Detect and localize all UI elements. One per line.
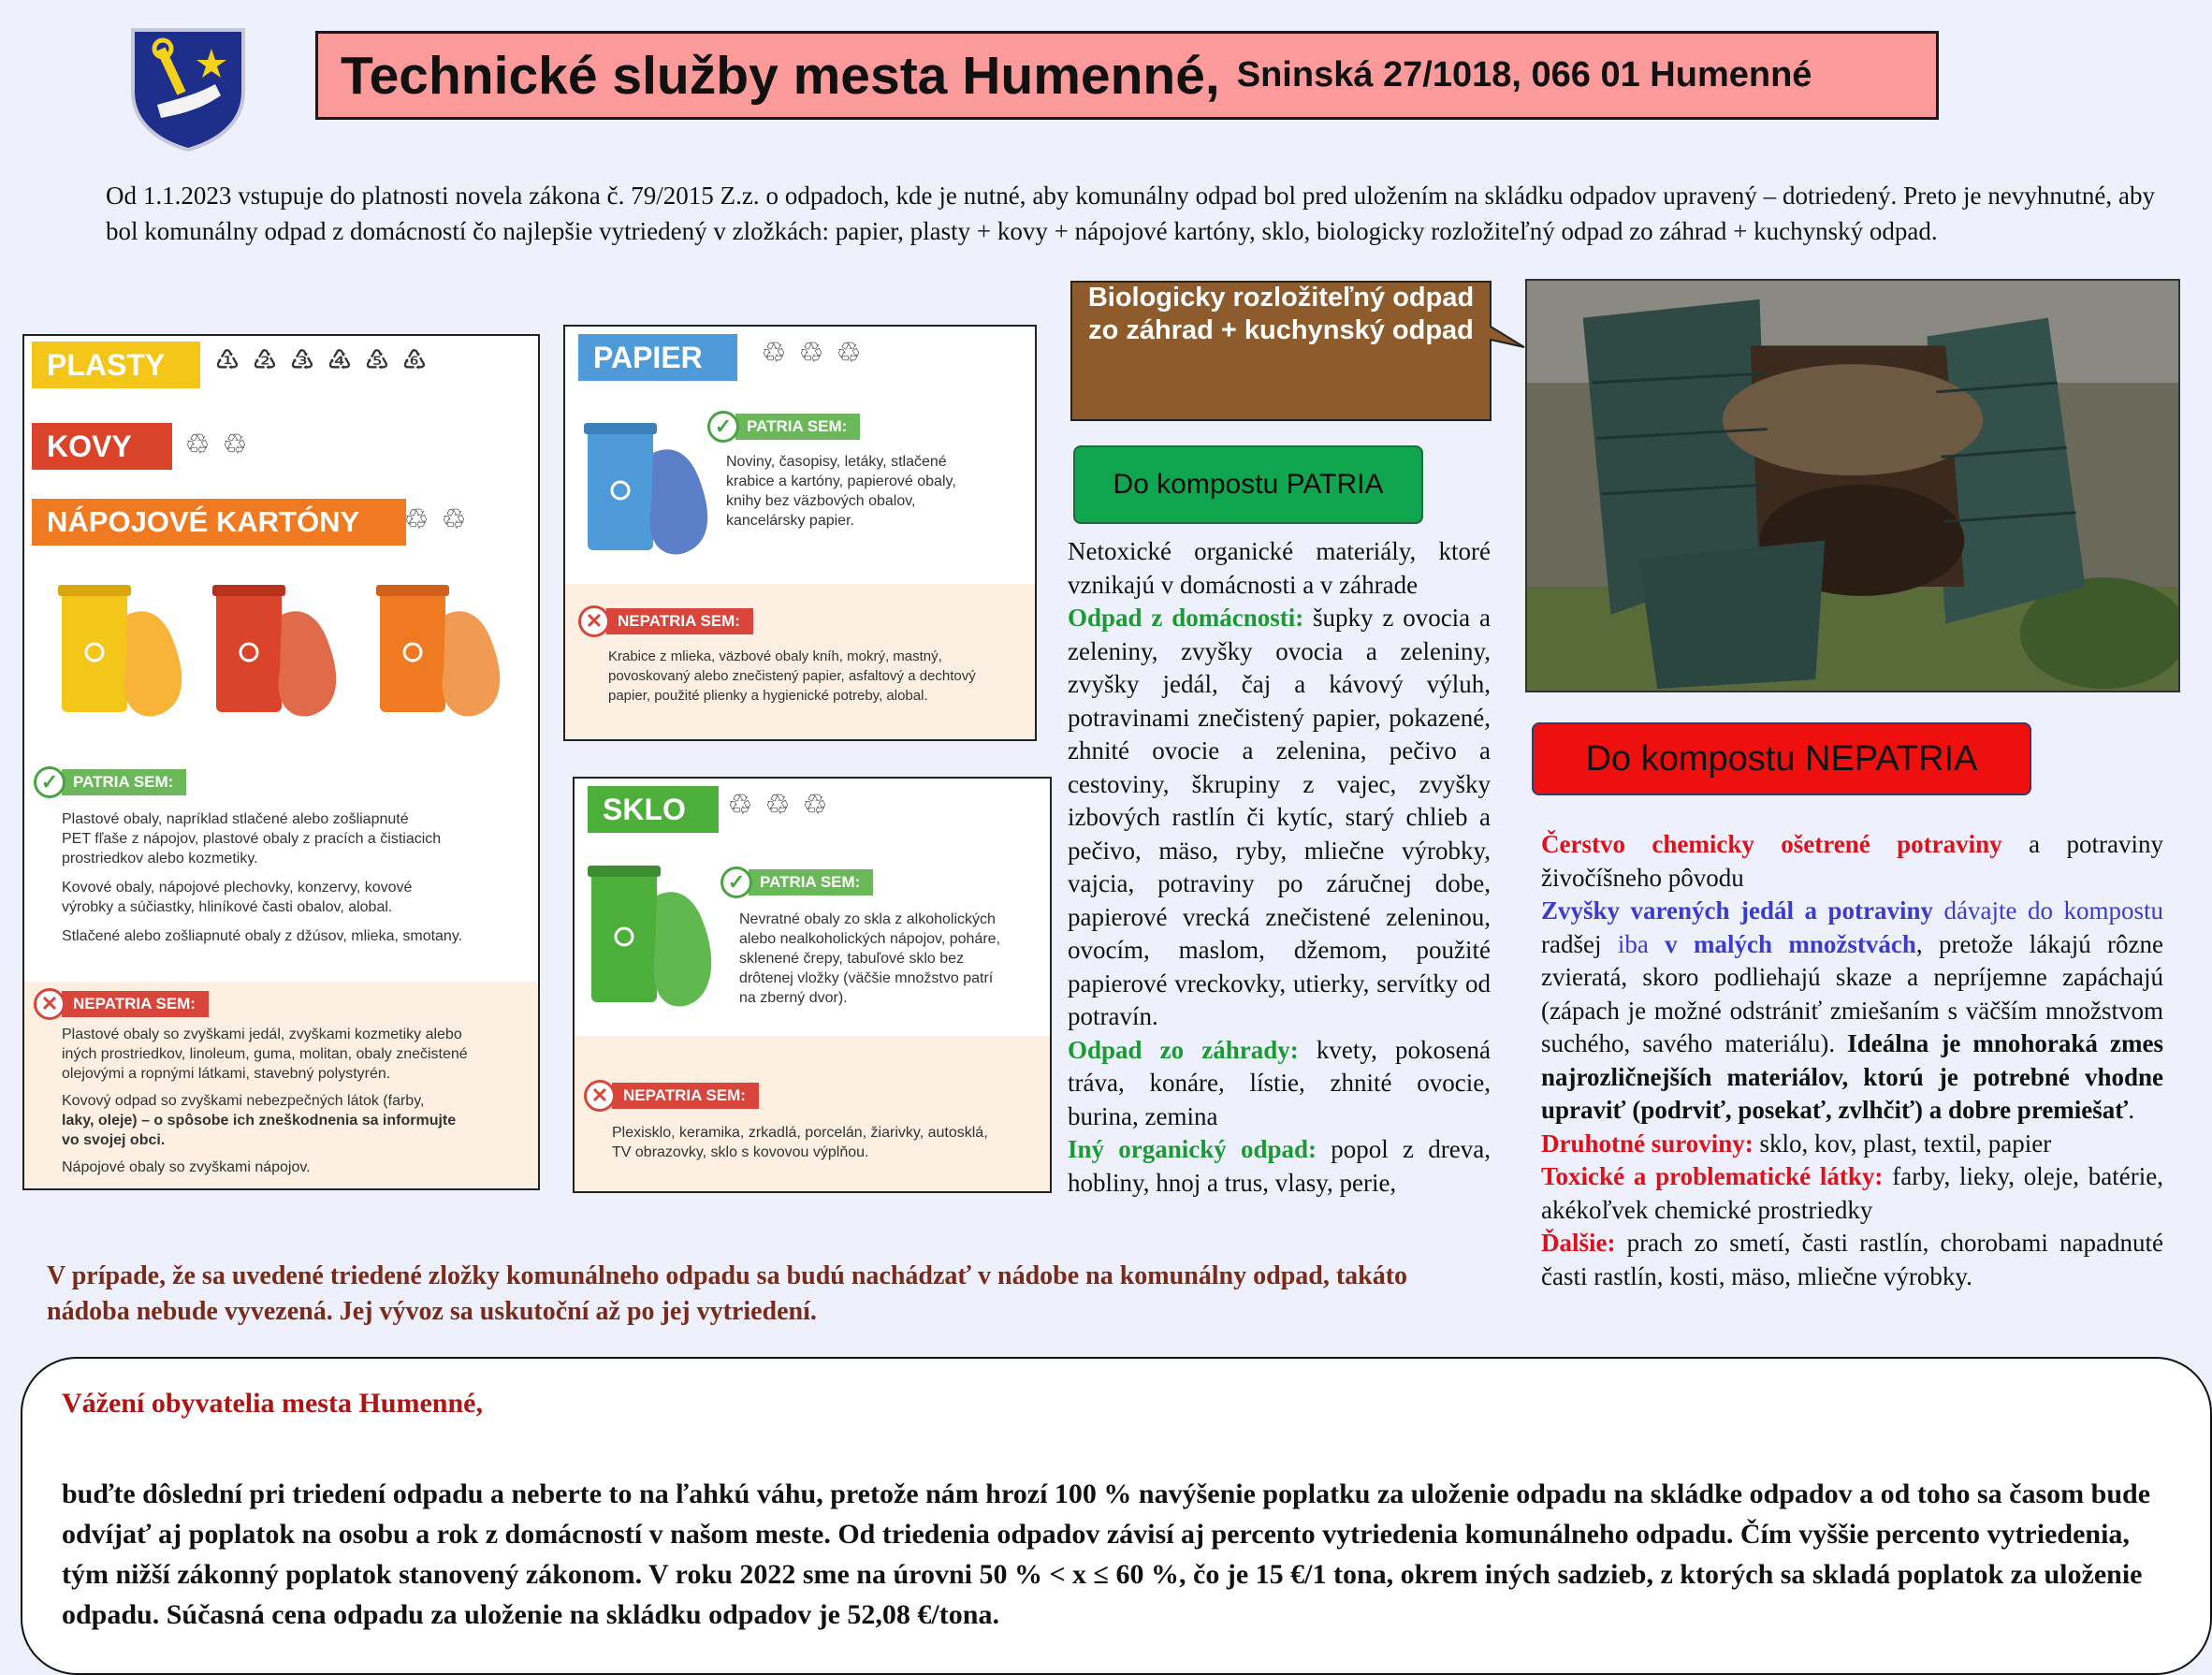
- text-line: na zberný dvor).: [739, 990, 848, 1006]
- recycle-icon: ♸: [401, 344, 428, 377]
- text-line: Plastové obaly, napríklad stlačené alebo zošliapnuté: [62, 811, 409, 827]
- appeal-greeting: Vážení obyvatelia mesta Humenné,: [62, 1388, 483, 1419]
- text-line: vo svojej obci.: [62, 1132, 166, 1148]
- sklo-patria-badge: [720, 867, 873, 898]
- secondary-text: sklo, kov, plast, textil, papier: [1753, 1129, 2052, 1158]
- text-line: drôtenej vložky (väčšie množstvo patrí: [739, 970, 994, 986]
- sklo-codes: [724, 790, 831, 822]
- intro-paragraph: Od 1.1.2023 vstupuje do platnosti novela zákona č. 79/2015 Z.z. o odpadoch, kde je nutné, aby komunálny odpad bol pred uložením na skládku odpadov upravený – dotriedený. Preto je nevyhnutné, aby bol komunálny odpad z domácností čo najlepšie vytriedený v zložkách: papier, plasty + kovy + nápojové kartóny, sklo, biologicky rozložiteľný odpad zo záhrad + kuchynský odpad.: [106, 182, 2155, 245]
- recycle-icon: ♲: [761, 337, 787, 370]
- text-line: Krabice z mlieka, väzbové obaly kníh, mokrý, mastný,: [608, 648, 942, 664]
- text-line: iných prostriedkov, linoleum, guma, molitan, obaly znečistené: [62, 1046, 468, 1062]
- text-line: Nevratné obaly zo skla z alkoholických: [739, 911, 996, 927]
- city-crest-icon: [129, 26, 247, 152]
- plasty-codes: [211, 345, 430, 377]
- cross-icon: ✕: [584, 1080, 616, 1112]
- text-line: Noviny, časopisy, letáky, stlačené: [726, 454, 947, 470]
- text-line: výrobky a súčiastky, hliníkové časti obalov, alobal.: [62, 899, 393, 915]
- orange-bin-icon: [371, 577, 511, 727]
- recycle-icon: ♲: [764, 789, 791, 822]
- kartony-tag: [32, 499, 406, 546]
- toxic-text: farby, lieky, oleje, batérie, akékoľvek chemické prostriedky: [1541, 1162, 2163, 1224]
- text-line: olejovými a ropnými látkami, stavebný polystyrén.: [62, 1066, 391, 1082]
- recycle-icon: ♳: [214, 344, 240, 377]
- other-label: Ďalšie:: [1541, 1229, 1616, 1257]
- cooked-food-bold: v malých množstvách: [1665, 929, 1916, 958]
- text-line: laky, oleje) – o spôsobe ich zneškodnenia sa informujte: [62, 1113, 457, 1129]
- warning-text: V prípade, že sa uvedené triedené zložky komunálneho odpadu sa budú nachádzať v nádobe na komunálny odpad, takáto nádoba nebude vyvezená. Jej vývoz sa uskutoční až po jej vytriedení.: [47, 1261, 1408, 1326]
- text-line: papier, použité plienky a hygienické potreby, alobal.: [608, 688, 928, 704]
- recycle-icon: ♲: [403, 503, 429, 536]
- ideal-mix-text: Ideálna je mnohoraká zmes najrozličnejších materiálov, ktorú je potrebné vhodne upraviť (podrviť, posekať, zvlhčiť) a dobre premiešať: [1541, 1029, 2163, 1124]
- sklo-card: [573, 777, 1052, 1193]
- bio-callout-text: Biologicky rozložiteľný odpad zo záhrad + kuchynský odpad: [1087, 283, 1475, 345]
- kartony-tag-label: NÁPOJOVÉ KARTÓNY: [47, 505, 360, 538]
- plasty-patria-label: PATRIA SEM:: [62, 769, 186, 795]
- plasty-nepatria-badge: [34, 988, 209, 1020]
- recycle-icon: ♲: [222, 429, 248, 461]
- sklo-patria-label: PATRIA SEM:: [749, 869, 873, 896]
- home-waste-text: šupky z ovocia a zeleniny, zvyšky ovocia a zeleniny, zvyšky jedál, čaj a kávový výluh, potravinami znečistený papier, pokazené, zhnité ovocie a zelenina, pečivo a cestoviny, škrupiny z vajec, zvyšky izbových rastlín či kytíc, starý chlieb a pečivo, mäso, ryby, mliečne výrobky, vajcia, potraviny po záručnej dobe, papierové vrecká znečistené zeleninou, ovocím, maslom, džemom, použité papierové vreckovky, utierky, servítky od potravín.: [1068, 604, 1491, 1030]
- recycle-icon: ♵: [289, 344, 315, 377]
- kartony-codes: [400, 504, 470, 536]
- home-waste-label: Odpad z domácnosti:: [1068, 604, 1304, 632]
- papier-patria-label: PATRIA SEM:: [735, 414, 860, 440]
- recycle-icon: ♶: [327, 344, 353, 377]
- sklo-nepatria-text: [612, 1123, 1047, 1162]
- text-line: knihy bez väzbových obalov,: [726, 493, 916, 509]
- recycle-icon: ♲: [836, 337, 862, 370]
- sklo-nepatria-label: NEPATRIA SEM:: [612, 1083, 759, 1109]
- text-line: krabice a kartóny, papierové obaly,: [726, 473, 956, 489]
- kovy-tag-label: KOVY: [47, 429, 132, 463]
- sklo-nepatria-badge: [584, 1080, 759, 1112]
- garden-waste-text: kvety, pokosená tráva, konáre, lístie, zhnité ovocie, burina, zemina: [1068, 1035, 1491, 1130]
- cooked-food-label: Zvyšky varených jedál a potraviny: [1541, 896, 1934, 925]
- plasty-nepatria-label: NEPATRIA SEM:: [62, 991, 209, 1017]
- check-icon: ✓: [34, 766, 65, 798]
- kompost-patria-button: Do kompostu PATRIA: [1073, 445, 1423, 524]
- plasty-patria-badge: [34, 766, 186, 798]
- sklo-patria-text: [739, 910, 1048, 1008]
- header-address: Sninská 27/1018, 066 01 Humenné: [1236, 55, 1812, 95]
- kompost-nepatria-button: Do kompostu NEPATRIA: [1532, 722, 2031, 795]
- text-line: Stlačené alebo zošliapnuté obaly z džúsov, mlieka, smotany.: [62, 928, 463, 944]
- sklo-tag-label: SKLO: [603, 792, 686, 826]
- recycle-icon: ♴: [252, 344, 278, 377]
- kovy-tag: [32, 423, 172, 470]
- secondary-label: Druhotné suroviny:: [1541, 1129, 1754, 1158]
- text-line: Plexisklo, keramika, zrkadlá, porcelán, žiarivky, autosklá,: [612, 1125, 988, 1141]
- kompost-nepatria-text: Čerstvo chemicky ošetrené potraviny a potraviny živočíšneho pôvodu Zvyšky varených jedál a potraviny dávajte do kompostu radšej iba v malých množstvách, pretože lákajú rôzne zvieratá, skoro podliehajú skaze a nepríjemne zapáchajú (zápach je možné odstrániť zmiešaním s väčším množstvom suchého, savého materiálu). Ideálna je mnohoraká zmes najrozličnejších materiálov, ktorú je potrebné vhodne upraviť (podrviť, posekať, zvlhčiť) a dobre premiešať. Druhotné suroviny: sklo, kov, plast, textil, papier Toxické a problematické látky: farby, lieky, oleje, batérie, akékoľvek chemické prostriedky Ďalšie: prach zo smetí, časti rastlín, chorobami napadnuté časti rastlín, kosti, mäso, mliečne výrobky.: [1541, 830, 2164, 1290]
- text-line: alebo nealkoholických nápojov, poháre,: [739, 931, 1001, 947]
- papier-nepatria-text: [608, 647, 1034, 706]
- green-bin-icon: [582, 858, 722, 1017]
- papier-tag-label: PAPIER: [593, 340, 703, 374]
- recycle-icon: ♲: [802, 789, 828, 822]
- text-line: sklenené črepy, tabuľové sklo bez: [739, 951, 965, 967]
- fresh-food-label: Čerstvo chemicky ošetrené potraviny: [1541, 830, 2002, 858]
- papier-codes: [758, 338, 865, 370]
- toxic-label: Toxické a problematické látky:: [1541, 1162, 1884, 1190]
- kovy-codes: [182, 430, 251, 461]
- papier-nepatria-badge: [578, 605, 753, 637]
- cooked-food-mid1: dávajte do kompostu: [1933, 896, 2163, 925]
- fresh-food-text: a potraviny živočíšneho pôvodu: [1541, 830, 2163, 892]
- papier-nepatria-label: NEPATRIA SEM:: [606, 608, 753, 634]
- recycle-icon: ♲: [441, 503, 467, 536]
- text-line: Nápojové obaly so zvyškami nápojov.: [62, 1159, 311, 1175]
- recycle-icon: ♷: [364, 344, 390, 377]
- text-line: PET fľaše z nápojov, plastové obaly z pracích a čistiacich: [62, 831, 442, 847]
- appeal-text: buďte dôslední pri triedení odpadu a neberte to na ľahkú váhu, pretože nám hrozí 100 % navýšenie poplatku za uloženie odpadu na skládke odpadov a od toho sa časom bude odvíjať aj poplatok na osobu a rok z domácností v našom meste. Od triedenia odpadov závisí aj percento vytriedenia komunálneho odpadu. Čím vyššie percento vytriedenia, tým nižší zákonný poplatok stanovený zákonom. V roku 2022 sme na úrovni 50 % < x ≤ 60 %, čo je 15 €/1 tona, okrem iných sadzieb, z ktorých sa skladá poplatok za uloženie odpadu. Súčasná cena odpadu za uloženie na skládku odpadov je 52,08 €/tona.: [62, 1478, 2151, 1630]
- text-line: Kovový odpad so zvyškami nebezpečných látok (farby,: [62, 1093, 425, 1109]
- cooked-food-text: , pretože lákajú rôzne zvieratá, skoro podliehajú skaze a nepríjemne zapáchajú (zápach je možné odstrániť zmiešaním s väčším množstvom suchého, savého materiálu).: [1541, 929, 2164, 1057]
- plasty-card: [22, 334, 540, 1190]
- other-organic-text: popol z dreva, hobliny, hnoj a trus, vlasy, perie,: [1068, 1135, 1491, 1197]
- bio-intro: Netoxické organické materiály, ktoré vznikajú v domácnosti a v záhrade: [1068, 537, 1491, 599]
- text-line: Kovové obaly, nápojové plechovky, konzervy, kovové: [62, 880, 413, 896]
- recycle-icon: ♲: [798, 337, 824, 370]
- other-text: prach zo smetí, časti rastlín, chorobami napadnuté časti rastlín, kosti, mäso, mliečne výrobky.: [1541, 1229, 2163, 1290]
- yellow-bin-icon: [52, 577, 193, 727]
- recycle-icon: ♲: [184, 429, 211, 461]
- sklo-tag: [588, 786, 719, 833]
- header-title-box: [315, 31, 1939, 120]
- papier-patria-text: [726, 452, 1035, 531]
- text-line: prostriedkov alebo kozmetiky.: [62, 851, 258, 867]
- cross-icon: ✕: [34, 988, 65, 1020]
- plasty-tag: [32, 342, 200, 388]
- check-icon: ✓: [707, 411, 739, 443]
- check-icon: ✓: [720, 867, 752, 898]
- cooked-food-mid2: radšej: [1541, 929, 1618, 958]
- header-title: Technické služby mesta Humenné,: [341, 45, 1220, 106]
- text-line: povoskovaný alebo znečistený papier, asfaltový a dechtový: [608, 668, 976, 684]
- compost-bin-photo: [1525, 279, 2180, 692]
- papier-patria-badge: [707, 411, 860, 443]
- blue-bin-icon: [578, 415, 719, 565]
- garden-waste-label: Odpad zo záhrady:: [1068, 1035, 1299, 1064]
- text-line: Plastové obaly so zvyškami jedál, zvyškami kozmetiky alebo: [62, 1027, 462, 1042]
- text-line: kancelársky papier.: [726, 513, 854, 529]
- papier-tag: [578, 334, 737, 381]
- plasty-tag-label: PLASTY: [47, 347, 166, 382]
- recycle-icon: ♲: [727, 789, 753, 822]
- text-line: TV obrazovky, sklo s kovovou výplňou.: [612, 1144, 869, 1160]
- plasty-nepatria-text: [62, 1025, 534, 1177]
- papier-card: [563, 325, 1037, 741]
- plasty-patria-text: [62, 809, 534, 946]
- kompost-patria-text: [1068, 535, 1491, 1200]
- cross-icon: ✕: [578, 605, 610, 637]
- other-organic-label: Iný organický odpad:: [1068, 1135, 1317, 1163]
- cooked-food-mid3: iba: [1617, 929, 1666, 958]
- red-bin-icon: [207, 577, 347, 727]
